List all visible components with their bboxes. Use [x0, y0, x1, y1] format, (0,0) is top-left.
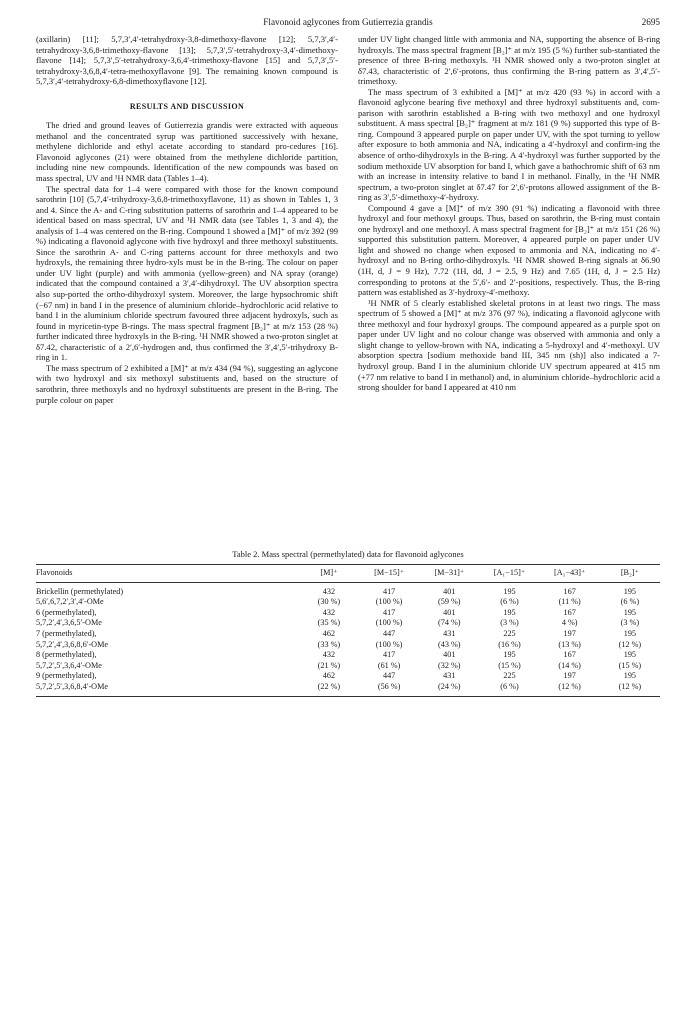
- table-cell: 225: [503, 628, 516, 638]
- table-cell: 225: [503, 671, 516, 681]
- table-cell: 447: [382, 628, 396, 638]
- table-cell: 7 (permethylated),: [36, 628, 97, 638]
- table-cell: 431: [443, 671, 456, 681]
- table-cell: 195: [503, 607, 516, 617]
- table-cell: 8 (permethylated),: [36, 650, 97, 660]
- table-cell: (59 %): [438, 597, 461, 607]
- table-cell: 5,7,2′,5′,3,6,8,4′-OMe: [36, 682, 299, 696]
- table-row: [36, 582, 660, 597]
- table-cell: 195: [623, 607, 637, 617]
- table-cell: (22 %): [299, 682, 359, 696]
- table-cell: (32 %): [438, 660, 461, 670]
- table-cell: 432: [322, 607, 336, 617]
- table-cell: 417: [382, 586, 396, 596]
- table-cell: 5,7,2′,4′,3,6,5′-OMe: [36, 618, 102, 628]
- table-cell: 195: [503, 650, 516, 660]
- table-row: [36, 682, 660, 696]
- table-cell: (100 %): [375, 639, 403, 649]
- table-cell: 462: [322, 628, 336, 638]
- table-cell: 197: [563, 671, 576, 681]
- paragraph: The dried and ground leaves of Gutierrezia grandis were extracted with aqueous methanol and the concentrated syrup was partitioned successively with hexane, methylene dichloride and ethyl acetate according to standard pro-cedures [16]. Flavonoid aglycones (21) were obtained from the methylene dichloride partition, including nine new compounds. Identification of the new compounds was based on mass spectral, UV and ¹H NMR data (Tables 1–4).: [36, 120, 338, 184]
- table-cell: 167: [563, 607, 576, 617]
- table-row: [36, 597, 660, 608]
- paragraph: The mass spectrum of 3 exhibited a [M]⁺ at m/z 420 (93 %) in accord with a flavonoid aglycone bearing five methoxyl and three hydroxyl substituents and, com-parison with sarothrin established a B-ring with two methoxyl and one hydroxyl substituent. A mass spectral [B₂]⁺ fragment at m/z 181 (9 %) supported this type of B-ring. Compound 3 appeared purple on paper under UV, with the spot turning to yellow after exposure to both ammonia and NA, indicating a 4′-hydroxyl and confirm-ing the absence of ortho-dihydroxyls in the B-ring. A 4′-hydroxyl was further supported by the sodium methoxide UV absorption for band I, which gave a bathochromic shift of 63 nm with an increase in intensity relative to band I in methanol. Finally, in the ¹H NMR spectrum, a two-proton singlet at δ7.47 for 2′,6′-protons allowed assignment of the B-ring as 3′,5′-dimethoxy-4′-hydroxy.: [358, 86, 660, 203]
- section-heading: RESULTS AND DISCUSSION: [129, 101, 245, 111]
- table-cell: (11 %): [558, 597, 581, 607]
- running-header: [36, 17, 660, 31]
- table-cell: (6 %): [620, 597, 640, 607]
- running-title: Flavonoid aglycones from Gutierrezia grandis: [263, 17, 433, 27]
- paragraph: under UV light changed little with ammonia and NA, supporting the absence of B-ring hydroxyls. The mass spectral fragment [B₂]⁺ at m/z 195 (5 %) further sub-stantiated the presence of three B-ring methoxyls. ¹H NMR showed only a two-proton singlet at δ7.43, characteristic of 2′,6′-protons, thus confirming the B-ring pattern as 3′,4′,5′-trimethoxy.: [358, 34, 660, 87]
- table-cell: 462: [322, 671, 336, 681]
- table-cell: 432: [322, 650, 336, 660]
- paragraph: The spectral data for 1–4 were compared with those for the known compound sarothrin [10] (5,7,4′-trihydroxy-3,6,8-trimethoxyflavone, 11) as shown in Tables 1, 3 and 4. Since the A- and C-ring substitution patterns of sarothrin and 1–4 appeared to be identical based on mass spectral, UV and ¹H NMR data (see Tables 1, 3 and 4), the analysis of 1–4 was centered on the B-ring. Compound 1 showed a [M]⁺ of m/z 392 (99 %) indicating a flavonoid aglycone with five hydroxyl and three methoxyl substituents. Since the sarothrin A- and C-ring patterns account for three methoxyls and two hydroxyls, the remaining three hydro-xyls must be in the B-ring. The colour on paper under UV light (purple) and with ammonia (yellow-green) and NA spray (orange) indicated that the compound contained a 3′,4′-dihydroxyl. The UV absorption spectra also sup-ported the ortho-dihydroxyl system. Moreover, the large hypsochromic shift (−67 nm) in band I in the presence of aluminium chloride–hydrochloric acid relative to band I in the aluminium chloride spectrum favoured three adjacent hydroxyls, such as found in myricetin-type B-rings. The mass spectral fragment [B₂]⁺ at m/z 153 (28 %) further indicated three hydroxyls in the B-ring. ¹H NMR showed a two-proton singlet at δ7.42, characteristic of a 2′,6′-hydrogen and, thus confirmed the 3′,4′,5′-trihydroxy B-ring in 1.: [36, 183, 338, 363]
- table-cell: 195: [623, 671, 637, 681]
- table-cell: (6 %): [479, 682, 539, 696]
- table-cell: 195: [623, 586, 637, 596]
- intro-paragraph: (axillarin) [11]; 5,7,3′,4′-tetrahydroxy-3,8-dimethoxy-flavone [12]; 5,7,3′,4′-tetrahydroxy-3,6,8-trimethoxy-flavone [13]; 5,7,3′,5′-tetrahydroxy-3,4′-dimethoxy-flavone [14]; 5,7,3′,5′-tetrahydroxy-3,6,4′-trimethoxy-flavone [15] and 5,7,3′,5′-tetrahydroxy-3,6,8,4′-tetra-methoxyflavone [9]. The remaining known compound is 5,7,3′,4′-tetrahydroxy-6,8-dimethoxyflavone [12].: [36, 34, 338, 87]
- table-cell: 6 (permethylated),: [36, 607, 97, 617]
- paragraph: Compound 4 gave a [M]⁺ of m/z 390 (91 %) indicating a flavonoid with three hydroxyl and four methoxyl groups. Thus, based on sarothrin, the B-ring must contain one hydroxyl and one methoxyl. A mass spectral fragment for [B₂]⁺ at m/z 151 (26 %) supported this substitution pattern. Moreover, 4 appeared purple on paper under UV light and showed no change when exposed to ammonia and NA, indicating no 4′-hydroxyl and no B-ring ortho-dihydroxyls. ¹H NMR showed B-ring signals at δ6.90 (1H, d, J = 9 Hz), 7.72 (1H, dd, J = 2.5, 9 Hz) and 7.65 (1H, d, J = 2.5 Hz) corresponding to protons at the 5′,6′- and 2′-positions, respectively. Thus, the B-ring pattern was established as 3′-hydroxy-4′-methoxy.: [358, 202, 660, 298]
- table-cell: 417: [382, 650, 396, 660]
- paragraph: The mass spectrum of 2 exhibited a [M]⁺ at m/z 434 (94 %), suggesting an aglycone with two hydroxyl and six methoxyl substituents and, based on the structure of sarothrin, three methoxyls and no hydroxyl substituents are present in the B-ring. The purple colour on paper: [36, 362, 338, 405]
- column-header: [B₂]⁺: [600, 565, 660, 583]
- table-row: [36, 671, 660, 682]
- table-cell: (15 %): [618, 660, 642, 670]
- table-cell: (3 %): [620, 618, 640, 628]
- table-cell: 4 %): [561, 618, 578, 628]
- table-cell: (13 %): [558, 639, 581, 649]
- table-cell: (61 %): [377, 660, 401, 670]
- table-cell: Brickellin (permethylated): [36, 586, 124, 596]
- table-cell: (15 %): [498, 660, 521, 670]
- table-cell: (12 %): [618, 639, 642, 649]
- table-cell: 9 (permethylated),: [36, 671, 97, 681]
- table-cell: (56 %): [359, 682, 419, 696]
- table-header-row: [36, 565, 660, 583]
- column-header: [A₁−43]⁺: [540, 565, 600, 583]
- table-cell: 167: [563, 650, 576, 660]
- table-cell: (12 %): [540, 682, 600, 696]
- table-row: [36, 661, 660, 672]
- table-cell: (6 %): [500, 597, 519, 607]
- paragraph: ¹H NMR of 5 clearly established skeletal protons in at least two rings. The mass spectrum of 5 showed a [M]⁺ at m/z 376 (97 %), indicating a flavonoid aglycone with three methoxyl and four hydroxyl groups. The compound appeared as a purple spot on paper under UV light and no colour change was observed with ammonia and only a slight change to yellow-brown with NA, indicating a 5-hydroxyl and 4′-methoxyl. UV absorption spectra [sodium methoxide band III, 345 nm (sh)] also indicated a 7-hydroxyl group. Band I in the aluminium chloride UV spectrum appeared at 415 nm (+77 nm relative to band I in methanol) and, in aluminium chloride–hydrochloric acid a strong shoulder for band I appeared at 410 nm: [358, 297, 660, 393]
- table-cell: (35 %): [317, 618, 341, 628]
- table-cell: (100 %): [375, 597, 403, 607]
- table-cell: (24 %): [419, 682, 479, 696]
- table-cell: 417: [382, 607, 396, 617]
- mass-spectral-table: [36, 564, 660, 697]
- table-cell: 401: [443, 586, 456, 596]
- table-row: [36, 629, 660, 640]
- table-row: [36, 608, 660, 619]
- table-cell: 401: [443, 650, 456, 660]
- table-cell: (74 %): [438, 618, 461, 628]
- column-header: Flavonoids: [36, 565, 299, 583]
- table-cell: (43 %): [438, 639, 461, 649]
- right-column: [358, 34, 660, 393]
- table-cell: (16 %): [498, 639, 521, 649]
- table-cell: 432: [322, 586, 336, 596]
- table-cell: 447: [382, 671, 396, 681]
- left-column: [36, 34, 338, 405]
- table-cell: 195: [623, 628, 637, 638]
- table-row: [36, 650, 660, 661]
- table-cell: (21 %): [317, 660, 341, 670]
- table-cell: 197: [563, 628, 576, 638]
- table-cell: (30 %): [317, 597, 341, 607]
- column-header: [M]⁺: [299, 565, 359, 583]
- table-cell: 195: [503, 586, 516, 596]
- table-row: [36, 640, 660, 651]
- table-caption: Table 2. Mass spectral (permethylated) data for flavonoid aglycones: [232, 549, 464, 559]
- table-cell: (14 %): [558, 660, 581, 670]
- column-header: [A₁−15]⁺: [479, 565, 539, 583]
- table-cell: (100 %): [375, 618, 403, 628]
- table-cell: 5,7,2′,5′,3,6,4′-OMe: [36, 660, 102, 670]
- table-cell: (3 %): [500, 618, 519, 628]
- table-cell: 167: [563, 586, 576, 596]
- table-cell: 5,7,2′,4′,3,6,8,6′-OMe: [36, 639, 109, 649]
- table-cell: (12 %): [600, 682, 660, 696]
- table-cell: 401: [443, 607, 456, 617]
- page-number: 2695: [641, 17, 660, 27]
- table-cell: 431: [443, 628, 456, 638]
- table-cell: 5,6′,6,7,2′,3′,4′-OMe: [36, 597, 104, 607]
- column-header: [M−15]⁺: [359, 565, 419, 583]
- table-cell: 195: [623, 650, 637, 660]
- table-cell: (33 %): [317, 639, 341, 649]
- column-header: [M−31]⁺: [419, 565, 479, 583]
- table-row: [36, 618, 660, 629]
